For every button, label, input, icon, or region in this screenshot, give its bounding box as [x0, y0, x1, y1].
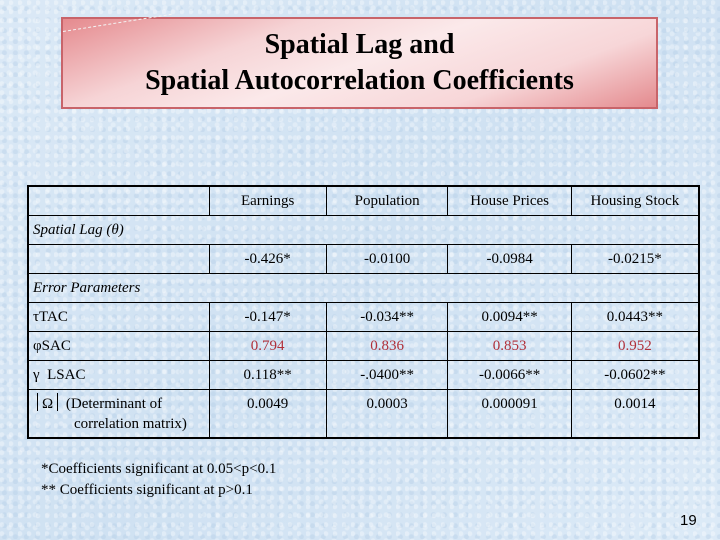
abs-bar-left: [37, 393, 38, 411]
footnote-double-star: ** Coefficients significant at p>0.1: [41, 482, 253, 498]
header-earnings: Earnings: [209, 186, 326, 216]
table-row-lsac: [28, 361, 699, 390]
cell-value: 0.118**: [209, 361, 326, 390]
header-cell-empty: [28, 186, 209, 216]
determinant-label-line-2: correlation matrix): [74, 416, 187, 432]
abs-bar-right: [57, 393, 58, 411]
cell-value: -0.426*: [209, 245, 326, 274]
table-row-sac: [28, 332, 699, 361]
section-label-error-parameters: Error Parameters: [33, 279, 141, 296]
cell-value: -.0400**: [326, 361, 448, 390]
row-label-tac: τTAC: [28, 303, 209, 332]
cell-value-highlighted: 0.794: [209, 332, 326, 361]
slide-title-box: [61, 17, 658, 109]
slide-title-line-1: Spatial Lag and: [264, 29, 455, 60]
row-label-lsac: γ LSAC: [28, 361, 209, 390]
cell-value: -0.034**: [326, 303, 448, 332]
cell-value: 0.0094**: [448, 303, 571, 332]
cell-value-highlighted: 0.853: [448, 332, 571, 361]
cell-value: -0.0215*: [571, 245, 699, 274]
cell-value-highlighted: 0.836: [326, 332, 448, 361]
row-label-sac: φSAC: [28, 332, 209, 361]
footnotes: [41, 459, 276, 501]
cell-value: 0.0443**: [571, 303, 699, 332]
section-label-spatial-lag: Spatial Lag (θ): [33, 221, 124, 238]
page-number: 19: [680, 512, 697, 529]
cell-value: 0.0003: [326, 390, 448, 439]
table-row-tac: [28, 303, 699, 332]
cell-value: -0.0066**: [448, 361, 571, 390]
slide-title-line-2: Spatial Autocorrelation Coefficients: [145, 65, 574, 96]
cell-value: 0.0049: [209, 390, 326, 439]
determinant-label-line-1: (Determinant of: [65, 396, 163, 412]
cell-value-highlighted: 0.952: [571, 332, 699, 361]
header-population: Population: [326, 186, 448, 216]
cell-value: -0.0100: [326, 245, 448, 274]
cell-value: -0.0602**: [571, 361, 699, 390]
cell-value: -0.0984: [448, 245, 571, 274]
section-row-spatial-lag: [28, 216, 699, 245]
omega-symbol: Ω: [42, 396, 54, 412]
table-row-spatial-lag: [28, 245, 699, 274]
cell-value: 0.000091: [448, 390, 571, 439]
header-house-prices: House Prices: [448, 186, 571, 216]
coefficients-table: [27, 185, 700, 439]
footnote-single-star: *Coefficients significant at 0.05<p<0.1: [41, 461, 277, 477]
table-row-determinant: [28, 390, 699, 439]
row-label-determinant: [28, 390, 209, 439]
cell-value: 0.0014: [571, 390, 699, 439]
header-housing-stock: Housing Stock: [571, 186, 699, 216]
section-row-error-parameters: [28, 274, 699, 303]
row-label-empty: [28, 245, 209, 274]
table-header-row: [28, 186, 699, 216]
cell-value: -0.147*: [209, 303, 326, 332]
